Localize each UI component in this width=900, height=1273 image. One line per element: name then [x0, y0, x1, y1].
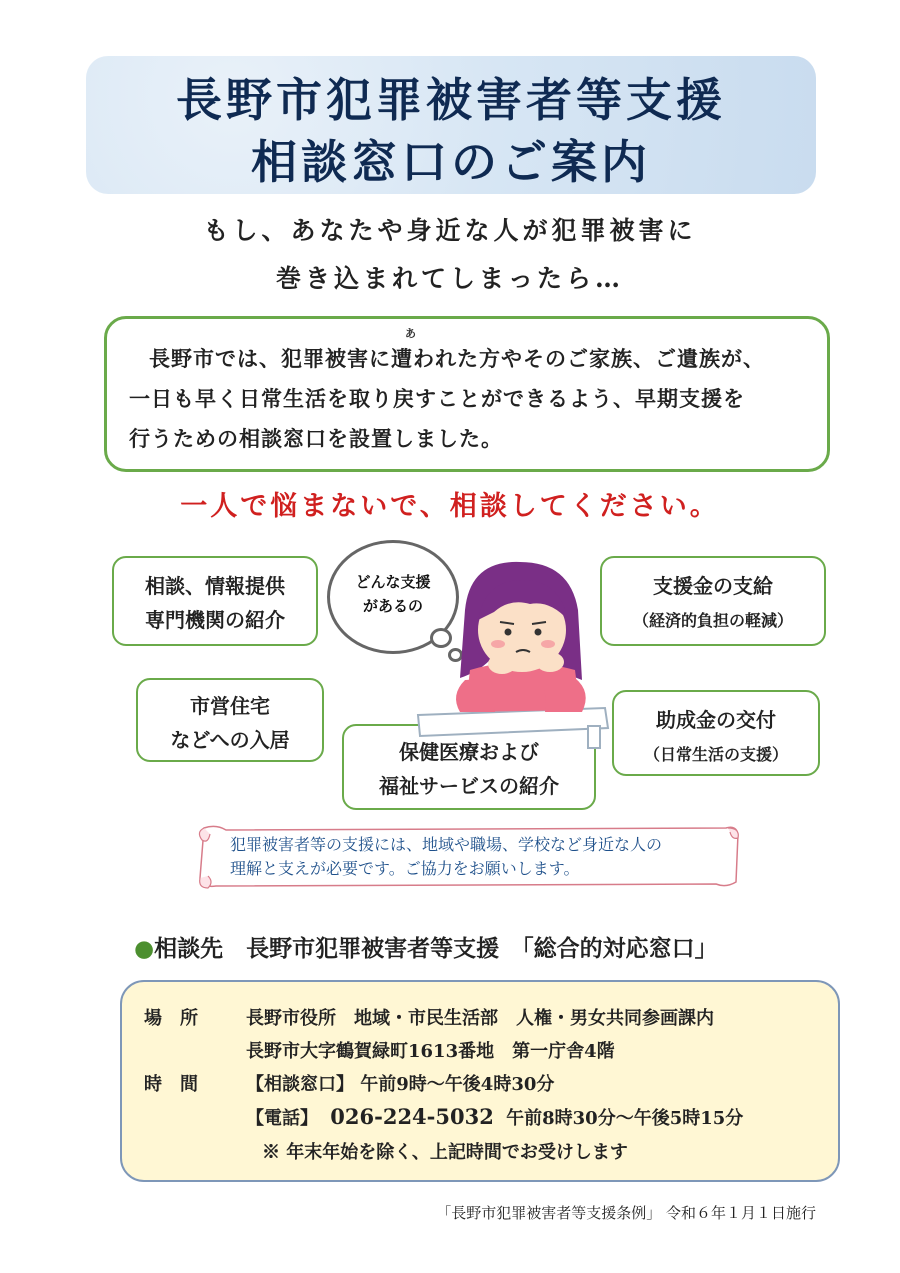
scroll-line2: 理解と支えが必要です。ご協力をお願いします。: [230, 859, 580, 878]
place-label: 場 所: [144, 1008, 198, 1029]
phone-number: 026-224-5032: [330, 1104, 494, 1129]
contact-heading-text: 相談先 長野市犯罪被害者等支援 「総合的対応窓口」: [154, 935, 718, 962]
service-consult: [112, 556, 318, 646]
phone-row: [246, 1104, 743, 1130]
title-line1: 長野市犯罪被害者等支援: [176, 73, 726, 127]
service-grant: [612, 690, 820, 776]
service-support-money: [600, 556, 826, 646]
service-housing: [136, 678, 324, 762]
phone-label: 【電話】: [246, 1108, 318, 1129]
place-line1: 長野市役所 地域・市民生活部 人権・男女共同参画課内: [246, 1008, 714, 1029]
service-grant-line1: 助成金の交付: [656, 708, 776, 732]
contact-heading: [134, 930, 718, 963]
catch-phrase: 一人で悩まないで、相談してください。: [180, 491, 720, 522]
intro-line3: 行うための相談窓口を設置しました。: [129, 426, 503, 451]
intro-ruby: あ: [405, 327, 416, 340]
footer-ordinance: 「長野市犯罪被害者等支援条例」 令和６年１月１日施行: [436, 1204, 816, 1222]
bullet-icon: ●: [134, 935, 155, 962]
service-consult-line2: 専門機関の紹介: [145, 608, 285, 632]
service-health-line1: 保健医療および: [399, 740, 539, 764]
place-line2: 長野市大字鶴賀緑町1613番地 第一庁舎4階: [246, 1041, 615, 1062]
intro-box: [104, 316, 830, 472]
service-consult-line1: 相談、情報提供: [145, 574, 285, 598]
scroll-line1: 犯罪被害者等の支援には、地域や職場、学校など身近な人の: [230, 835, 663, 854]
counter-hours: 【相談窓口】 午前9時～午後4時30分: [246, 1074, 555, 1095]
service-housing-line1: 市営住宅: [190, 694, 270, 718]
note-text: ※ 年末年始を除く、上記時間でお受けします: [262, 1142, 628, 1163]
service-grant-line2: （日常生活の支援）: [643, 745, 788, 764]
scroll-text: [196, 822, 742, 890]
bubble-line1: どんな支援: [355, 573, 431, 591]
phone-hours: 午前8時30分～午後5時15分: [506, 1108, 744, 1129]
contact-info-box: [120, 980, 840, 1182]
intro-line2: 一日も早く日常生活を取り戻すことができるよう、早期支援を: [129, 386, 745, 411]
service-housing-line2: などへの入居: [170, 728, 290, 752]
subtitle-line1: もし、あなたや身近な人が犯罪被害に: [203, 216, 697, 245]
service-support-money-line1: 支援金の支給: [653, 574, 773, 598]
title-banner: [86, 56, 816, 194]
service-health-line2: 福祉サービスの紹介: [379, 774, 559, 798]
bubble-line2: があるの: [362, 597, 423, 615]
worried-girl-illustration: [410, 560, 610, 750]
title-line2: 相談窓口のご案内: [251, 135, 651, 189]
service-support-money-line2: （経済的負担の軽減）: [632, 611, 793, 630]
time-label: 時 間: [144, 1074, 198, 1095]
subtitle-line2: 巻き込まれてしまったら…: [275, 264, 624, 293]
intro-line1: 長野市では、犯罪被害に遭われた方やそのご家族、ご遺族が、: [149, 346, 765, 371]
